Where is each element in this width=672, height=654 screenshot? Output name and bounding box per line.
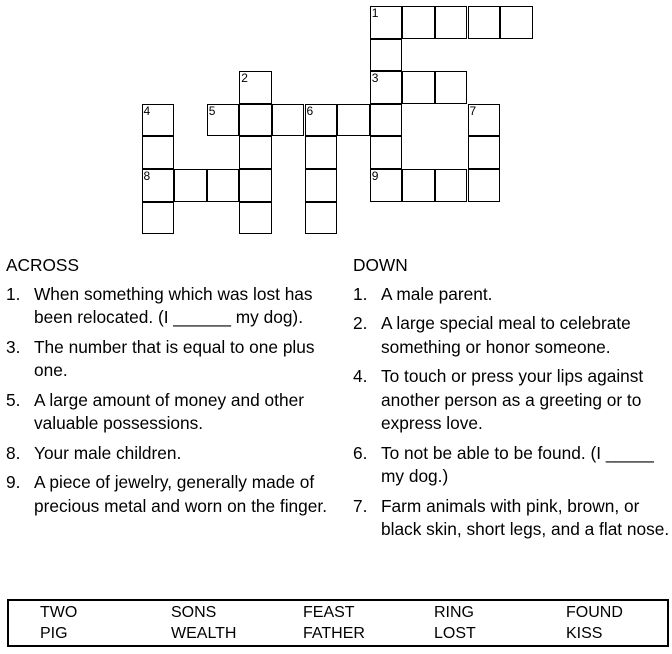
clue-text: A male parent. <box>381 283 493 304</box>
clue-text: When something which was lost has been relocated. (I ______ my dog). <box>34 283 313 327</box>
cell-number: 5 <box>208 103 216 118</box>
clue-text: A large amount of money and other valuable possessions. <box>34 389 304 433</box>
crossword-cell[interactable] <box>370 71 403 104</box>
cell-number: 3 <box>371 71 379 86</box>
cell-number: 6 <box>306 103 314 118</box>
crossword-cell[interactable] <box>305 136 338 169</box>
clue-number: 7. <box>353 495 368 516</box>
clue-number: 6. <box>353 442 368 463</box>
crossword-cell[interactable] <box>142 136 175 169</box>
clue-number: 2. <box>353 313 368 333</box>
down-clue-6 <box>353 442 671 489</box>
crossword-cell[interactable] <box>500 6 533 39</box>
crossword-cell[interactable] <box>337 104 370 137</box>
crossword-cell[interactable] <box>239 136 272 169</box>
cell-number: 9 <box>371 169 379 183</box>
crossword-cell[interactable] <box>468 6 501 39</box>
word-bank-word: FEAST <box>303 604 355 621</box>
crossword-cell[interactable] <box>239 104 272 137</box>
crossword-cell[interactable] <box>370 169 403 202</box>
crossword-cell[interactable] <box>370 104 403 137</box>
crossword-cell[interactable] <box>239 169 272 202</box>
across-clue-1 <box>6 283 341 330</box>
across-clues <box>6 254 341 524</box>
word-bank-word: RING <box>434 604 474 621</box>
crossword-cell[interactable] <box>370 6 403 39</box>
down-clues <box>353 254 671 548</box>
clue-number: 9. <box>6 472 21 492</box>
crossword-cell[interactable] <box>174 169 207 202</box>
word-bank-word: LOST <box>434 625 476 642</box>
down-clue-1 <box>353 283 671 307</box>
crossword-cell[interactable] <box>207 104 240 137</box>
clue-text: A piece of jewelry, generally made of precious metal and worn on the finger. <box>34 472 327 516</box>
clue-text: The number that is equal to one plus one. <box>34 336 315 380</box>
word-bank-word: WEALTH <box>171 625 237 642</box>
crossword-cell[interactable] <box>370 136 403 169</box>
crossword-cell[interactable] <box>239 71 272 104</box>
clue-text: To touch or press your lips against another person as a greeting or to express love. <box>381 366 644 433</box>
clue-text: To not be able to be found. (I _____ my dog.) <box>381 442 654 486</box>
crossword-cell[interactable] <box>142 202 175 235</box>
word-bank <box>7 599 669 647</box>
crossword-cell[interactable] <box>402 71 435 104</box>
across-clue-5 <box>6 389 341 436</box>
crossword-cell[interactable] <box>305 169 338 202</box>
clue-number: 3. <box>6 336 21 357</box>
clue-number: 5. <box>6 389 21 410</box>
crossword-cell[interactable] <box>435 71 468 104</box>
crossword-cell[interactable] <box>468 104 501 137</box>
crossword-cell[interactable] <box>272 104 305 137</box>
crossword-cell[interactable] <box>468 136 501 169</box>
crossword-cell[interactable] <box>305 202 338 235</box>
crossword-cell[interactable] <box>142 169 175 202</box>
down-heading: DOWN <box>353 255 408 275</box>
crossword-cell[interactable] <box>402 169 435 202</box>
clue-number: 8. <box>6 442 21 463</box>
word-bank-word: PIG <box>40 625 68 642</box>
clue-number: 1. <box>353 283 368 304</box>
cell-number: 2 <box>241 71 248 86</box>
clue-text: Your male children. <box>34 442 182 463</box>
crossword-cell[interactable] <box>370 39 403 72</box>
down-clue-7 <box>353 495 671 542</box>
word-bank-word: TWO <box>40 604 78 621</box>
crossword-cell[interactable] <box>435 6 468 39</box>
crossword-grid <box>0 0 672 240</box>
cell-number: 4 <box>143 103 151 118</box>
cell-number: 8 <box>143 169 151 183</box>
crossword-cell[interactable] <box>468 169 501 202</box>
crossword-cell[interactable] <box>239 202 272 235</box>
down-clue-4 <box>353 365 671 436</box>
word-bank-word: KISS <box>566 625 603 642</box>
crossword-cell[interactable] <box>305 104 338 137</box>
word-bank-word: SONS <box>171 604 217 621</box>
clue-text: A large special meal to celebrate something or honor someone. <box>381 313 631 357</box>
crossword-cell[interactable] <box>435 169 468 202</box>
across-heading: ACROSS <box>6 255 79 275</box>
down-clue-2 <box>353 312 671 359</box>
clue-text: Farm animals with pink, brown, or black skin, short legs, and a flat nose. <box>381 495 670 539</box>
across-clue-3 <box>6 336 341 383</box>
across-clue-9 <box>6 471 341 518</box>
cell-number: 1 <box>371 6 379 20</box>
word-bank-word: FATHER <box>303 625 365 642</box>
crossword-cell[interactable] <box>402 6 435 39</box>
cell-number: 7 <box>469 103 477 118</box>
crossword-cell[interactable] <box>207 169 240 202</box>
word-bank-word: FOUND <box>566 604 623 621</box>
clue-number: 4. <box>353 366 368 386</box>
across-clue-8 <box>6 442 341 466</box>
crossword-cell[interactable] <box>142 104 175 137</box>
clue-number: 1. <box>6 283 21 304</box>
